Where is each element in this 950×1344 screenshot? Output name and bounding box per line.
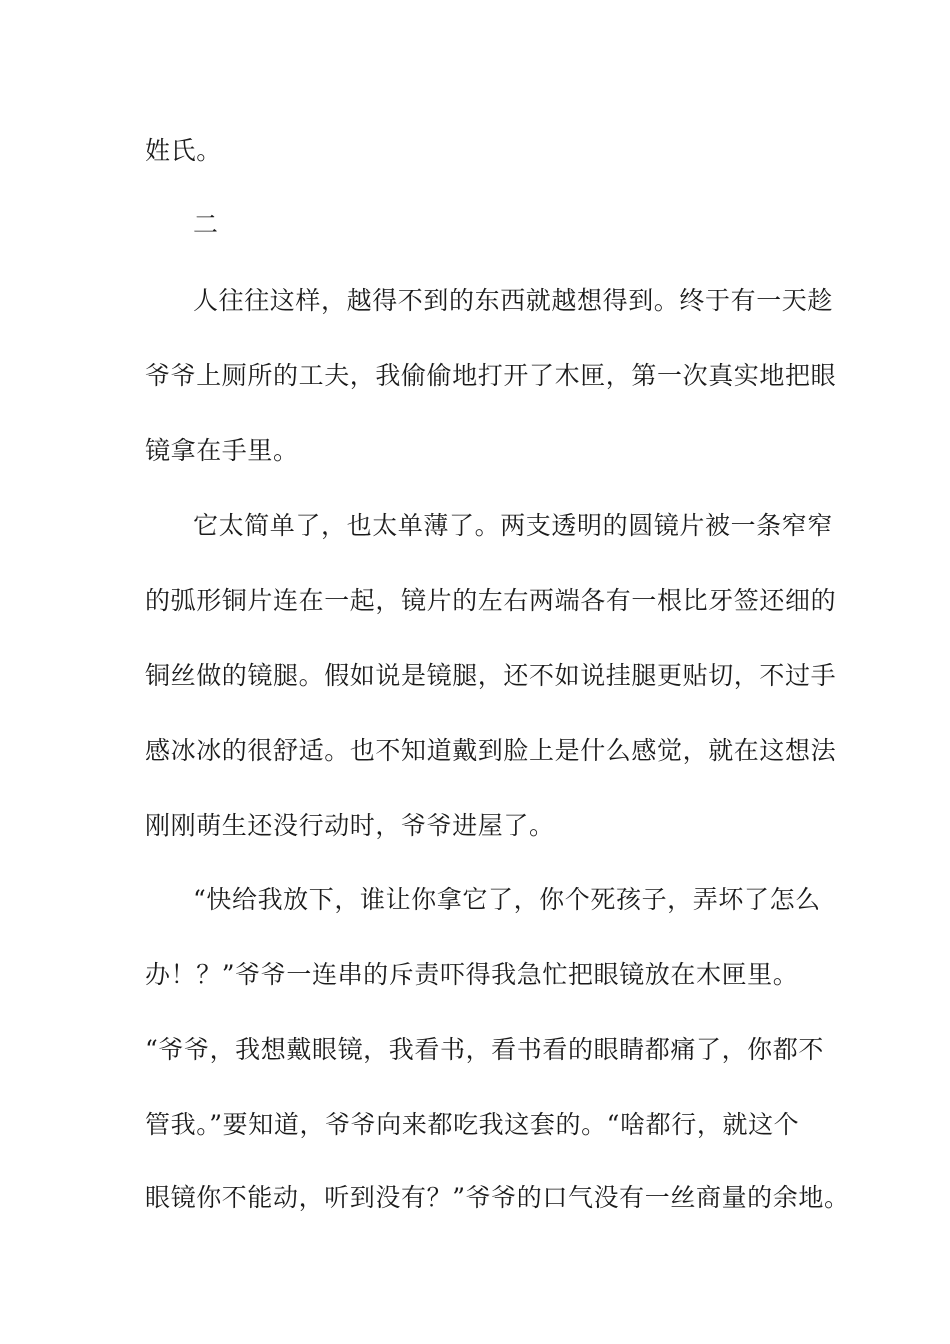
text-line: 感冰冰的很舒适。也不知道戴到脸上是什么感觉，就在这想法 <box>145 736 837 765</box>
text-line: 爷爷上厕所的工夫，我偷偷地打开了木匣，第一次真实地把眼 <box>145 361 837 390</box>
text-line: 铜丝做的镜腿。假如说是镜腿，还不如说挂腿更贴切，不过手 <box>145 661 837 690</box>
section-heading: 二 <box>193 210 219 239</box>
text-line: 的弧形铜片连在一起，镜片的左右两端各有一根比牙签还细的 <box>145 586 837 615</box>
text-line: “快给我放下，谁让你拿它了，你个死孩子，弄坏了怎么 <box>193 885 821 914</box>
text-line: “爷爷，我想戴眼镜，我看书，看书看的眼睛都痛了，你都不 <box>145 1035 824 1064</box>
text-line: 它太简单了，也太单薄了。两支透明的圆镜片被一条窄窄 <box>193 511 834 540</box>
text-line: 眼镜你不能动，听到没有？”爷爷的口气没有一丝商量的余地。 <box>145 1183 850 1212</box>
text-line: 姓氏。 <box>145 136 222 165</box>
text-line: 人往往这样，越得不到的东西就越想得到。终于有一天趁 <box>193 286 834 315</box>
text-line: 办！？”爷爷一连串的斥责吓得我急忙把眼镜放在木匣里。 <box>145 960 799 989</box>
text-line: 镜拿在手里。 <box>145 436 299 465</box>
text-line: 管我。”要知道，爷爷向来都吃我这套的。“啥都行，就这个 <box>145 1110 800 1139</box>
text-line: 刚刚萌生还没行动时，爷爷进屋了。 <box>145 811 555 840</box>
